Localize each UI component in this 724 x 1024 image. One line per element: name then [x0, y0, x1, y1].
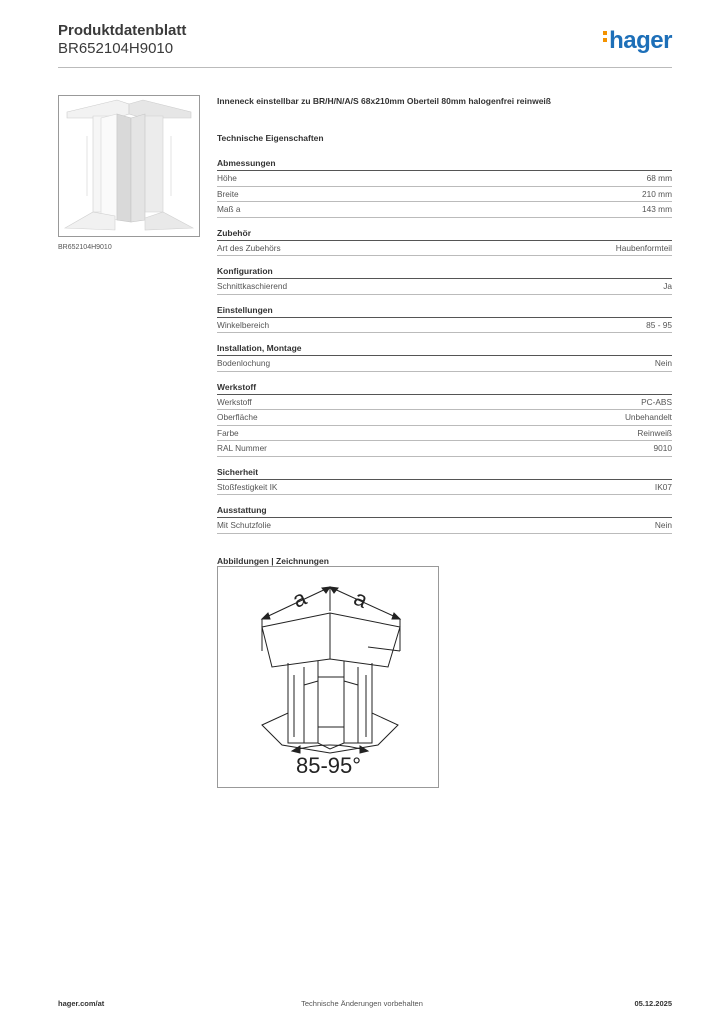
logo-text: hager — [609, 27, 672, 54]
spec-row — [217, 241, 672, 257]
dimension-label-left: a — [288, 584, 311, 613]
spec-group — [217, 228, 672, 257]
figures-heading: Abbildungen | Zeichnungen — [217, 555, 329, 566]
spec-group-heading: Installation, Montage — [217, 343, 672, 356]
spec-group — [217, 305, 672, 334]
product-image — [58, 95, 200, 237]
spec-group — [217, 382, 672, 457]
spec-label: Breite — [217, 188, 239, 199]
spec-group-heading: Zubehör — [217, 228, 672, 241]
spec-row — [217, 202, 672, 218]
spec-group — [217, 266, 672, 295]
spec-value: 210 mm — [642, 188, 672, 199]
spec-label: Mit Schutzfolie — [217, 520, 271, 530]
spec-row — [217, 441, 672, 457]
spec-content — [217, 96, 672, 566]
footer-website[interactable]: hager.com/at — [58, 999, 105, 1008]
angle-label: 85-95° — [296, 753, 362, 778]
spec-label: Schnittkaschierend — [217, 281, 288, 291]
spec-group — [217, 467, 672, 496]
spec-group-heading: Sicherheit — [217, 467, 672, 480]
spec-label: Werkstoff — [217, 396, 252, 407]
spec-value: Unbehandelt — [624, 412, 672, 422]
spec-value: Haubenformteil — [615, 242, 672, 253]
footer-notice: Technische Änderungen vorbehalten — [301, 999, 423, 1008]
dimension-label-right: a — [350, 584, 372, 613]
spec-groups — [217, 158, 672, 534]
spec-row — [217, 480, 672, 496]
spec-group-heading: Ausstattung — [217, 505, 672, 518]
spec-row — [217, 171, 672, 187]
article-number: BR652104H9010 — [58, 40, 174, 57]
spec-row — [217, 279, 672, 295]
spec-label: RAL Nummer — [217, 443, 267, 453]
spec-group — [217, 343, 672, 372]
spec-value: 85 - 95 — [646, 319, 672, 330]
spec-group-heading: Abmessungen — [217, 158, 672, 171]
image-caption: BR652104H9010 — [58, 244, 112, 251]
spec-label: Art des Zubehörs — [217, 242, 281, 253]
header-divider — [58, 67, 672, 68]
spec-value: 143 mm — [642, 204, 672, 214]
product-title: Inneneck einstellbar zu BR/H/N/A/S 68x210mm Oberteil 80mm halogenfrei reinweiß — [217, 96, 551, 106]
spec-row — [217, 518, 672, 534]
spec-row — [217, 187, 672, 203]
tech-heading: Technische Eigenschaften — [217, 133, 324, 143]
spec-label: Oberfläche — [217, 412, 258, 422]
dimension-drawing — [217, 566, 439, 788]
spec-group-heading: Werkstoff — [217, 382, 672, 395]
page-title: Produktdatenblatt — [58, 22, 187, 39]
spec-row — [217, 356, 672, 372]
spec-value: Reinweiß — [637, 427, 672, 438]
spec-row — [217, 395, 672, 411]
spec-group-heading: Einstellungen — [217, 305, 672, 318]
spec-value: Nein — [654, 358, 672, 368]
spec-group — [217, 158, 672, 218]
spec-row — [217, 318, 672, 334]
spec-label: Höhe — [217, 173, 237, 183]
spec-label: Bodenlochung — [217, 358, 271, 368]
spec-label: Winkelbereich — [217, 319, 270, 330]
hager-logo — [603, 27, 672, 55]
spec-row — [217, 410, 672, 426]
corner-product-icon — [59, 96, 199, 236]
spec-group — [217, 505, 672, 534]
spec-value: PC-ABS — [641, 396, 672, 407]
logo-dots-icon — [603, 31, 607, 45]
spec-value: 9010 — [653, 443, 672, 453]
spec-label: Farbe — [217, 427, 239, 438]
spec-label: Stoßfestigkeit IK — [217, 481, 278, 492]
spec-group-heading: Konfiguration — [217, 266, 672, 279]
spec-value: IK07 — [654, 481, 672, 492]
spec-row — [217, 426, 672, 442]
corner-drawing-icon — [218, 567, 438, 787]
spec-label: Maß a — [217, 204, 241, 214]
spec-value: Ja — [663, 281, 672, 291]
spec-value: Nein — [654, 520, 672, 530]
footer-date: 05.12.2025 — [634, 999, 672, 1008]
spec-value: 68 mm — [646, 173, 672, 183]
